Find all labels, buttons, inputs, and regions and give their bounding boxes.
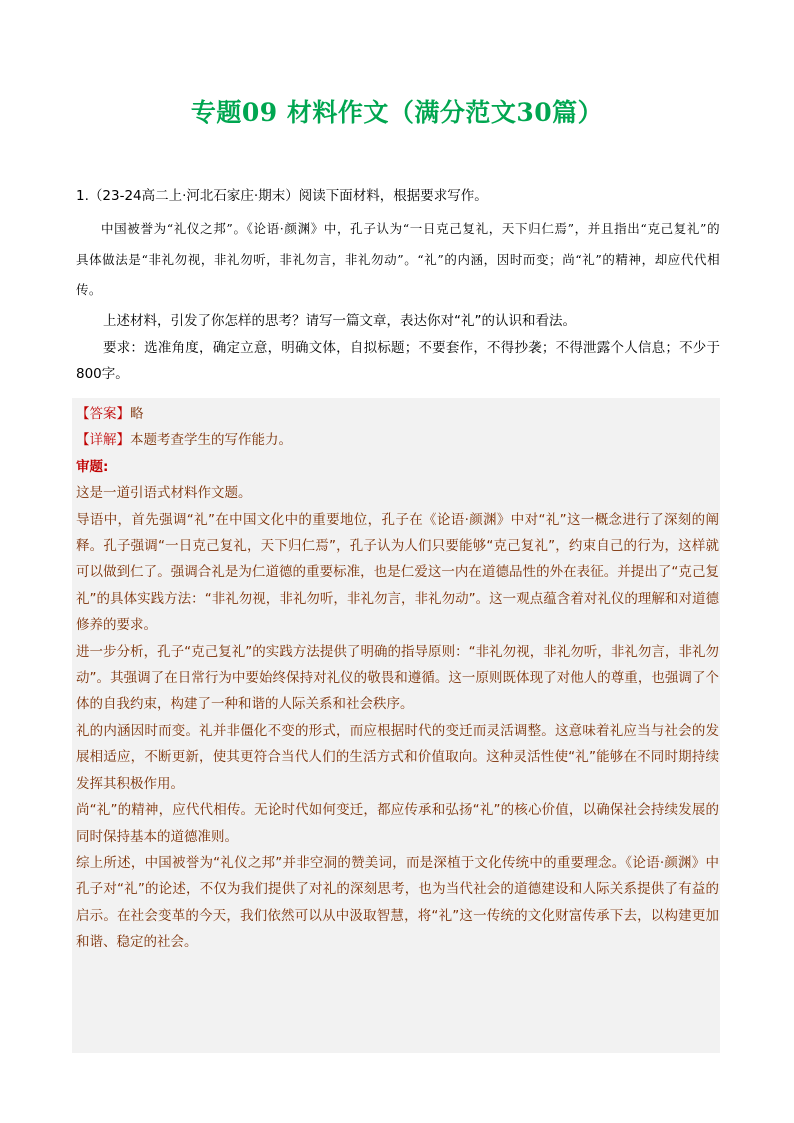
answer-text: 略 — [130, 406, 144, 422]
analysis-paragraph: 导语中，首先强调“礼”在中国文化中的重要地位，孔子在《论语·颜渊》中对“礼”这一概念进行了深刻的阐释。孔子强调“一日克己复礼，天下归仁焉”，孔子认为人们只要能够“克己复礼”，约束自己的行为，这样就可以做到仁了。强调合礼是为仁道德的重要标准，也是仁爱这一内在道德品性的外在表征。并提出了“克己复礼”的具体实践方法：“非礼勿视，非礼勿听，非礼勿言，非礼勿动”。这一观点蕴含着对礼仪的理解和对道德修养的要求。 — [76, 511, 719, 634]
page-title: 专题09 材料作文（满分范文30篇） — [190, 98, 604, 127]
analysis-paragraph: 这是一道引语式材料作文题。 — [76, 485, 252, 502]
requirements-text: 要求：选准角度，确定立意，明确文体，自拟标题；不要套作，不得抄袭；不得泄露个人信息；不少于800字。 — [76, 339, 720, 382]
detail-tag: 【详解】 — [76, 432, 130, 449]
material-text: 中国被誉为“礼仪之邦”。《论语·颜渊》中，孔子认为“一日克己复礼，天下归仁焉”，并且指出“克己复礼”的具体做法是“非礼勿视，非礼勿听，非礼勿言，非礼勿动”。“礼”的内涵，因时而变；尚“礼”的精神，却应代代相传。 — [76, 221, 720, 297]
task-text: 上述材料，引发了你怎样的思考？请写一篇文章，表达你对“礼”的认识和看法。 — [103, 313, 576, 329]
review-heading: 审题: — [76, 458, 109, 475]
detail-line — [76, 427, 719, 453]
answer-section — [76, 401, 719, 956]
analysis-paragraph: 进一步分析，孔子“克己复礼”的实践方法提供了明确的指导原则：“非礼勿视，非礼勿听，非礼勿言，非礼勿动”。其强调了在日常行为中要始终保持对礼仪的敬畏和遵循。这一原则既体现了对他人的尊重，也强调了个体的自我约束，构建了一种和谐的人际关系和社会秩序。 — [76, 643, 719, 713]
question-instruction: 阅读下面材料，根据要求写作。 — [298, 188, 488, 204]
answer-tag: 【答案】 — [76, 406, 130, 422]
answer-line — [76, 401, 719, 427]
writing-prompt — [76, 308, 720, 388]
analysis-paragraph: 礼的内涵因时而变。礼并非僵化不变的形式，而应根据时代的变迁而灵活调整。这意味着礼应当与社会的发展相适应，不断更新，使其更符合当代人们的生活方式和价值取向。这种灵活性使“礼”能够在不同时期持续发挥其积极作用。 — [76, 722, 719, 792]
analysis-paragraph: 尚“礼”的精神，应代代相传。无论时代如何变迁，都应传承和弘扬“礼”的核心价值，以确保社会持续发展的同时保持基本的道德准则。 — [76, 802, 719, 845]
detail-text: 本题考查学生的写作能力。 — [130, 432, 292, 449]
question-header — [76, 186, 488, 206]
question-number-dot: . — [84, 188, 89, 204]
question-number: 1 — [76, 188, 85, 204]
reading-material — [76, 214, 720, 306]
analysis-paragraph: 综上所述，中国被誉为“礼仪之邦”并非空洞的赞美词，而是深植于文化传统中的重要理念。《论语·颜渊》中孔子对“礼”的论述，不仅为我们提供了对礼的深刻思考，也为当代社会的道德建设和人际关系提供了有益的启示。在社会变革的今天，我们依然可以从中汲取智慧，将“礼”这一传统的文化财富传承下去，以构建更加和谐、稳定的社会。 — [76, 854, 719, 951]
question-source: （23-24高二上·河北石家庄·期末） — [88, 188, 299, 204]
